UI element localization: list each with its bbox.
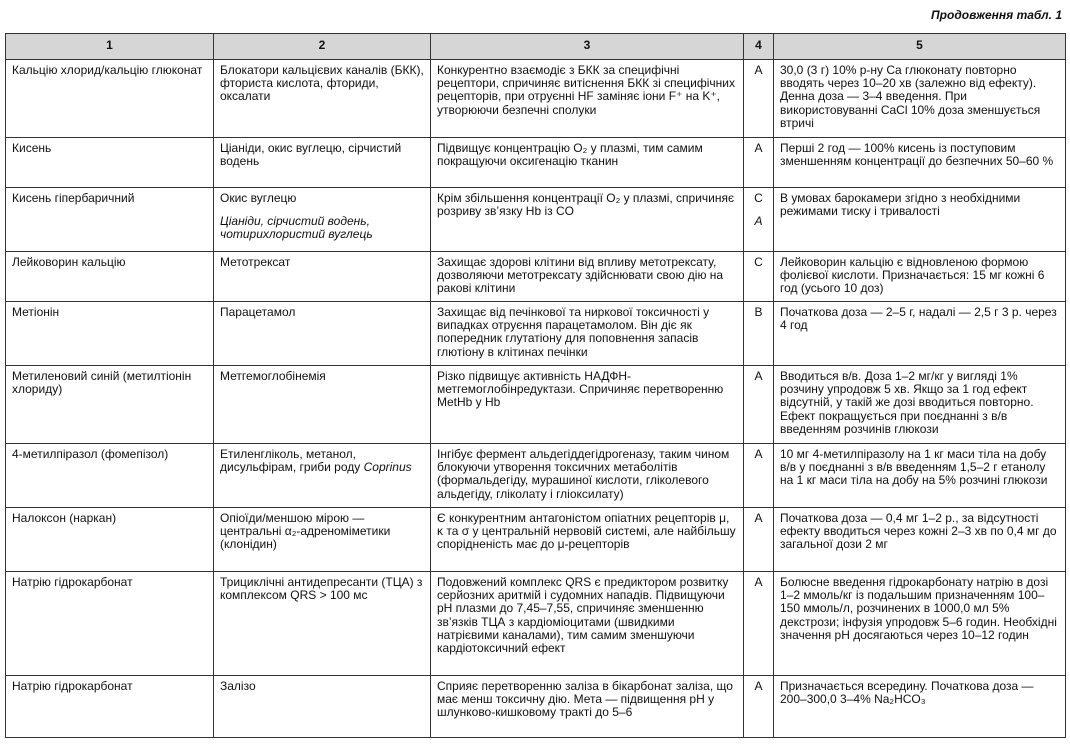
toxin-text: Метотрексат	[220, 255, 291, 269]
mechanism-cell: Підвищує концентрацію O₂ у плазмі, тим самим покращуючи оксигенацію тканин	[431, 138, 744, 188]
column-header-3: 3	[431, 34, 744, 60]
toxin-genus: Coprinus	[363, 460, 412, 475]
toxin-text: Залізо	[220, 679, 256, 693]
dosing-cell: 30,0 (3 г) 10% р-ну Ca глюконату повторно вводять через 10–20 хв (залежно від ефекту). Денна доза — 3–4 введення. При використовуванні CaCl 10% доза зменшується втричі	[774, 60, 1066, 138]
class-label: С	[754, 191, 763, 205]
class-cell	[744, 572, 774, 676]
table-row	[6, 188, 1066, 252]
class-label: С	[754, 255, 763, 269]
toxin-text: Трициклічні антидепресанти (ТЦА) з комплексом QRS > 100 мс	[220, 575, 423, 603]
table-header	[6, 34, 1066, 60]
class-label: А	[754, 63, 763, 77]
dosing-cell: Початкова доза — 2–5 г, надалі — 2,5 г 3 р. через 4 год	[774, 302, 1066, 366]
dosing-cell: Болюсне введення гідрокарбонату натрію в дозі 1–2 ммоль/кг із подальшим призначенням 100–150 ммоль/л, розчинених в 1000,0 мл 5% декстрози; інфузія упродовж 5–6 годин. Необхідні значення pH досягаються через 10–12 годин	[774, 572, 1066, 676]
toxin-cell	[214, 252, 431, 302]
toxin-text: Парацетамол	[220, 305, 296, 319]
table-row	[6, 138, 1066, 188]
class-label: А	[754, 575, 763, 589]
antidote-cell: Кисень	[6, 138, 214, 188]
class-cell	[744, 676, 774, 738]
column-header-2: 2	[214, 34, 431, 60]
mechanism-cell: Є конкурентним антагоністом опіатних рецепторів μ, κ та σ у центральній нервовій системі, але найбільшу спорідненість має до μ-рецепторів	[431, 508, 744, 572]
column-header-4: 4	[744, 34, 774, 60]
antidote-cell: Натрію гідрокарбонат	[6, 676, 214, 738]
toxin-cell	[214, 676, 431, 738]
antidote-cell: Кисень гіпербаричний	[6, 188, 214, 252]
table-row	[6, 366, 1066, 444]
toxin-text: Опіоїди/меншою мірою — центральні α₂-адреноміметики (клонідин)	[220, 511, 391, 552]
class-cell	[744, 252, 774, 302]
column-header-5: 5	[774, 34, 1066, 60]
toxin-cell	[214, 444, 431, 508]
toxin-cell	[214, 572, 431, 676]
table-row	[6, 508, 1066, 572]
dosing-cell: В умовах барокамери згідно з необхідними режимами тиску і тривалості	[774, 188, 1066, 252]
toxin-cell	[214, 302, 431, 366]
mechanism-cell: Конкурентно взаємодіє з БКК за специфічні рецептори, спричиняє витіснення БКК зі специфічних рецепторів, при отруєнні HF заміняє іони F⁺ на K⁺, утворюючи безпечні сполуки	[431, 60, 744, 138]
class-label: А	[754, 369, 763, 383]
dosing-cell: 10 мг 4-метилпіразолу на 1 кг маси тіла на добу в/в у поєднанні з в/в введенням 1,5–2 г етанолу на 1 кг маси тіла на добу на 5% розчині глюкози	[774, 444, 1066, 508]
dosing-cell: Призначається всередину. Початкова доза — 200–300,0 3–4% Na₂HCO₃	[774, 676, 1066, 738]
class-cell	[744, 138, 774, 188]
mechanism-cell: Крім збільшення концентрації O₂ у плазмі, спричиняє розриву зв’язку Hb із CO	[431, 188, 744, 252]
toxin-text: Окис вуглецю	[220, 191, 297, 205]
class-cell	[744, 60, 774, 138]
table-row	[6, 60, 1066, 138]
class-label: А	[754, 447, 763, 461]
table-row	[6, 252, 1066, 302]
mechanism-cell: Подовжений комплекс QRS є предиктором розвитку серйозних аритмій і судомних нападів. Підвищуючи pH плазми до 7,45–7,55, спричиняє зменшенню зв’язків ТЦА з кардіоміоцитами (швидкими натрієвими каналами), тим самим зменшуючи кардіотоксичний ефект	[431, 572, 744, 676]
toxin-text: Ціаніди, сірчистий водень, чотирихлористий вуглець	[220, 214, 373, 242]
toxin-text: гриби роду	[299, 460, 361, 475]
mechanism-cell: Захищає від печінкової та ниркової токсичності у випадках отруєння парацетамолом. Він діє як попередник глутатіону для поповнення запасів глютіону в клітинах печінки	[431, 302, 744, 366]
toxin-text: Етиленгліколь, метанол, дисульфірам,	[220, 447, 356, 475]
class-cell	[744, 366, 774, 444]
table-row	[6, 676, 1066, 738]
antidote-cell: Кальцію хлорид/кальцію глюконат	[6, 60, 214, 138]
toxin-text: Блокатори кальцієвих каналів (БКК), фториста кислота, фториди, оксалати	[220, 63, 424, 104]
toxin-cell	[214, 366, 431, 444]
column-header-1: 1	[6, 34, 214, 60]
class-label: А	[754, 511, 763, 525]
mechanism-cell: Захищає здорові клітини від впливу метотрексату, дозволяючи метотрексату здійснювати свою дію на ракові клітини	[431, 252, 744, 302]
antidote-cell: Метіонін	[6, 302, 214, 366]
class-label: А	[754, 679, 763, 693]
antidote-cell: 4-метилпіразол (фомепізол)	[6, 444, 214, 508]
mechanism-cell: Сприяє перетворенню заліза в бікарбонат заліза, що має менш токсичну дію. Мета — підвищення pH у шлунково-кишковому тракті до 5–6	[431, 676, 744, 738]
toxin-text: Метгемоглобінемія	[220, 369, 326, 383]
dosing-cell: Лейковорин кальцію є відновленою формою фолієвої кислоти. Призначається: 15 мг кожні 6 год (усього 10 доз)	[774, 252, 1066, 302]
table-caption: Продовження табл. 1	[931, 8, 1062, 22]
class-cell	[744, 302, 774, 366]
toxin-cell	[214, 508, 431, 572]
class-label: В	[754, 305, 763, 319]
table-row	[6, 302, 1066, 366]
class-cell	[744, 508, 774, 572]
antidote-table	[5, 33, 1066, 738]
dosing-cell: Перші 2 год — 100% кисень із поступовим зменшенням концентрації до безпечних 50–60 %	[774, 138, 1066, 188]
class-cell	[744, 444, 774, 508]
toxin-cell	[214, 60, 431, 138]
table-row	[6, 572, 1066, 676]
antidote-cell: Лейковорин кальцію	[6, 252, 214, 302]
toxin-text: Ціаніди, окис вуглецю, сірчистий водень	[220, 141, 402, 169]
class-label: А	[754, 141, 763, 155]
toxin-cell	[214, 188, 431, 252]
toxin-cell	[214, 138, 431, 188]
table-row	[6, 444, 1066, 508]
class-cell	[744, 188, 774, 252]
antidote-cell: Натрію гідрокарбонат	[6, 572, 214, 676]
dosing-cell: Початкова доза — 0,4 мг 1–2 р., за відсутності ефекту вводиться через кожні 2–3 хв по 0,4 мг до загальної дози 2 мг	[774, 508, 1066, 572]
antidote-cell: Метиленовий синій (метилтіонін хлориду)	[6, 366, 214, 444]
dosing-cell: Вводиться в/в. Доза 1–2 мг/кг у вигляді 1% розчину упродовж 5 хв. Якщо за 1 год ефект відсутній, у такій же дозі вводиться повторно. Ефект покращується при поєднанні з в/в введенням розчинів глюкози	[774, 366, 1066, 444]
antidote-cell: Налоксон (наркан)	[6, 508, 214, 572]
class-label: А	[754, 214, 763, 229]
mechanism-cell: Інгібує фермент альдегіддегідрогеназу, таким чином блокуючи утворення токсичних метаболітів (формальдегіду, мурашиної кислоти, гліколевого альдегіду, гліколату і гліоксилату)	[431, 444, 744, 508]
mechanism-cell: Різко підвищує активність НАДФН-метгемоглобінредуктази. Спричиняє перетворенню MetHb у Hb	[431, 366, 744, 444]
